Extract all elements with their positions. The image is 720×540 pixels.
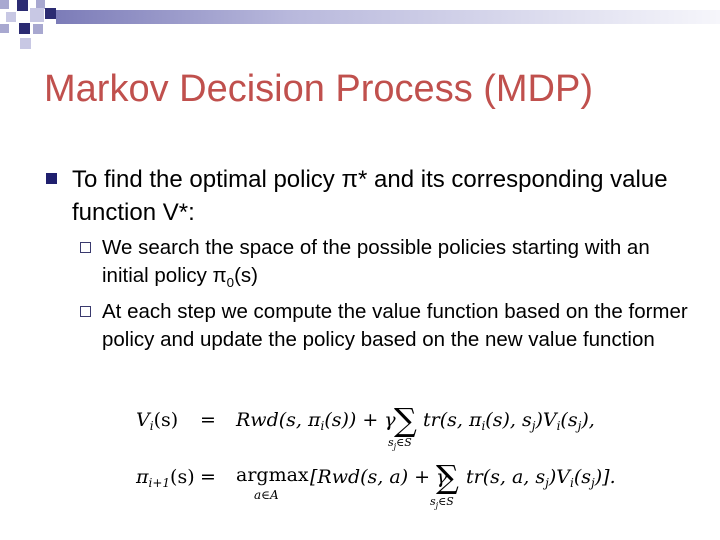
header-decoration <box>0 0 720 50</box>
policy-update-equation <box>135 458 616 510</box>
equations-block <box>130 395 630 515</box>
svg-text:tr(s, a, sj)Vi(sj)].: tr(s, a, $s_j)V_i(s_j)$]. <box>466 466 616 490</box>
hollow-square-bullet-icon <box>80 306 91 317</box>
subscript: 0 <box>226 275 235 291</box>
svg-text:∑: ∑ <box>436 458 459 496</box>
svg-text:Vi(s): $V_i(s)$ <box>136 409 179 433</box>
hollow-square-bullet-icon <box>80 242 91 253</box>
svg-text:tr(s, πi(s), sj)Vi(sj),: tr(s, $\pi_i(s)$, $s_j)V_i(s_j)$, <box>423 409 595 433</box>
svg-text:Rwd(s, πi(s)) + γ: Rwd(s, $\pi_i(s)) + \gamma$ <box>236 409 396 433</box>
sub-bullet-text-end: (s) <box>234 264 258 287</box>
sub-bullet-text: At each step we compute the value function based on the former policy and update the policy based on the new value function <box>102 300 688 351</box>
svg-text:argmax: argmax <box>236 464 309 486</box>
sub-bullet-text: We search the space of the possible policies starting with an initial policy π <box>102 236 650 287</box>
svg-text:sj∈S: $s_j\in S$ <box>430 495 454 510</box>
svg-text:πi+1(s): $\pi_{i+1}(s)$ <box>136 466 195 490</box>
svg-text:=: = <box>200 466 216 488</box>
value-function-equation <box>136 401 595 451</box>
svg-text:[Rwd(s, a) + γ: [Rwd(s, a) + γ <box>310 466 448 488</box>
svg-text:sj∈S: $s_j\in S$ <box>388 436 412 451</box>
slide-title: Markov Decision Process (MDP) <box>44 68 593 110</box>
sub-bullet-item <box>102 298 702 354</box>
bullet-square-icon <box>46 173 57 184</box>
svg-text:a∈A: a∈A <box>254 488 279 502</box>
sub-bullet-item <box>102 234 702 290</box>
svg-text:∑: ∑ <box>394 401 417 439</box>
bullet-text: To find the optimal policy π* and its corresponding value function V*: <box>72 166 668 226</box>
svg-text:=: = <box>200 409 216 431</box>
